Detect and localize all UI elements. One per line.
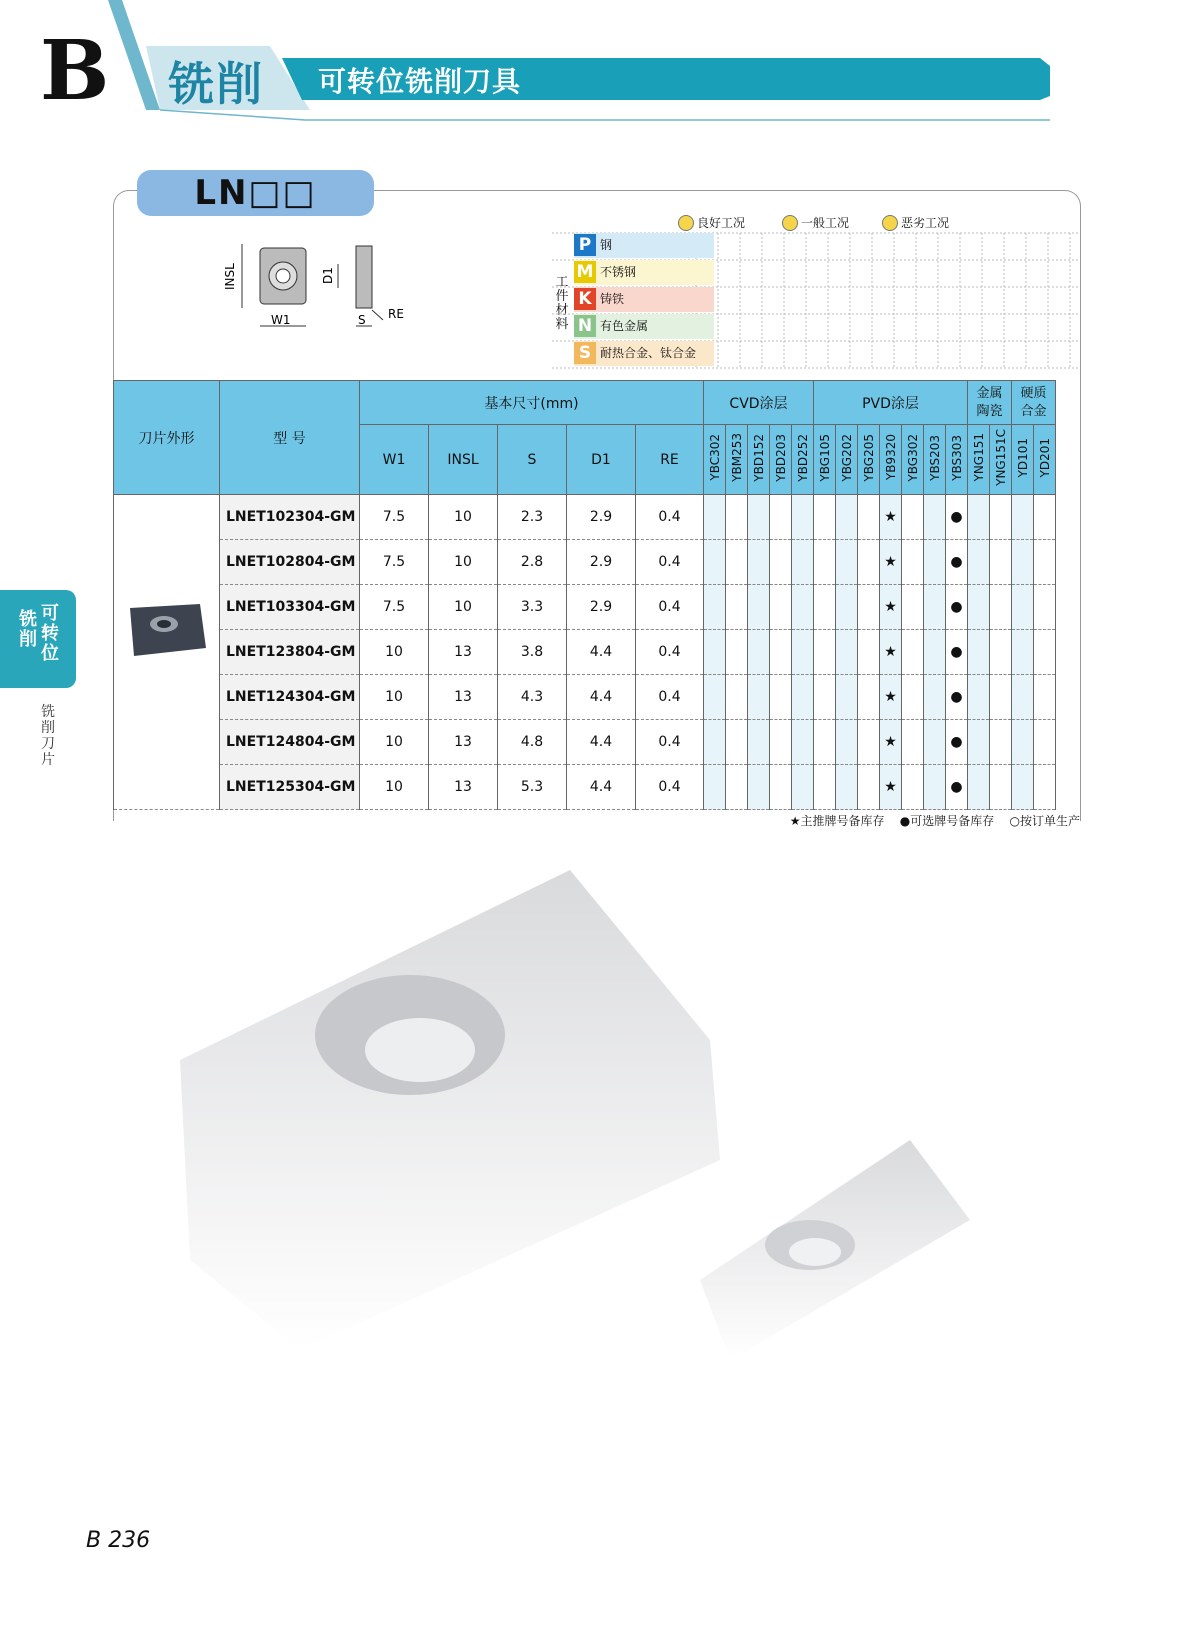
- header-grade: [1012, 425, 1034, 495]
- dim-cell-w1: 10: [360, 765, 429, 810]
- grade-label: YBG202: [839, 433, 854, 482]
- header-model: 型 号: [220, 381, 360, 495]
- grade-cell: [968, 495, 990, 540]
- grade-cell: [858, 765, 880, 810]
- header-grade: [792, 425, 814, 495]
- legend-general-label: 一般工况: [801, 216, 850, 230]
- grade-cell: [814, 585, 836, 630]
- grade-star-cell: ★: [880, 585, 902, 630]
- grade-star-cell: ★: [880, 675, 902, 720]
- neutral-face-icon: [782, 215, 798, 231]
- material-label: [574, 287, 714, 312]
- dim-cell-s: 4.8: [498, 720, 567, 765]
- dim-cell-w1: 7.5: [360, 540, 429, 585]
- grade-cell: [902, 720, 924, 765]
- grade-cell: [836, 585, 858, 630]
- model-cell: LNET124804-GM: [220, 720, 360, 765]
- grade-cell: [968, 765, 990, 810]
- footnote: [700, 812, 1080, 829]
- dim-cell-d1: 4.4: [567, 720, 636, 765]
- header-grade: [836, 425, 858, 495]
- grade-label: YNG151: [971, 433, 986, 482]
- dim-cell-s: 3.8: [498, 630, 567, 675]
- grade-cell: [858, 630, 880, 675]
- grade-cell: [792, 540, 814, 585]
- grade-cell: [1012, 765, 1034, 810]
- grade-cell: [902, 630, 924, 675]
- insert-photo-large: [170, 860, 1010, 1380]
- grade-cell: [814, 765, 836, 810]
- grade-cell: [748, 585, 770, 630]
- dim-cell-re: 0.4: [636, 585, 704, 630]
- header-grade: [990, 425, 1012, 495]
- grade-cell: [770, 765, 792, 810]
- grade-cell: [1012, 630, 1034, 675]
- grade-cell: [814, 495, 836, 540]
- grade-label: YBG105: [817, 433, 832, 482]
- grade-cell: [1034, 495, 1056, 540]
- dim-cell-s: 4.3: [498, 675, 567, 720]
- header-shape: 刀片外形: [114, 381, 220, 495]
- grade-label: YBG302: [905, 433, 920, 482]
- header-pvd: PVD涂层: [814, 381, 968, 425]
- dim-cell-w1: 10: [360, 720, 429, 765]
- grade-cell: [748, 630, 770, 675]
- grade-cell: [968, 720, 990, 765]
- material-letter: K: [574, 288, 596, 310]
- grade-label: YBD203: [773, 433, 788, 482]
- grade-cell: [836, 765, 858, 810]
- material-letter: M: [574, 261, 596, 283]
- grade-cell: [836, 495, 858, 540]
- grade-cell: [968, 675, 990, 720]
- header-cermet-1: 金属: [976, 385, 1003, 401]
- legend-good: [678, 214, 745, 231]
- material-label: [574, 341, 714, 366]
- grade-label: YBG205: [861, 433, 876, 482]
- grade-cell: [770, 675, 792, 720]
- grade-cell: [792, 765, 814, 810]
- table-row: [114, 585, 1056, 630]
- material-name: 钢: [600, 238, 613, 252]
- dim-cell-insl: 13: [429, 720, 498, 765]
- table-row: [114, 765, 1056, 810]
- grade-cell: [748, 540, 770, 585]
- grade-cell: [748, 720, 770, 765]
- header-grade: [814, 425, 836, 495]
- header-grade: [968, 425, 990, 495]
- grade-cell: [1012, 720, 1034, 765]
- dim-cell-insl: 13: [429, 675, 498, 720]
- grade-cell: [858, 675, 880, 720]
- model-cell: LNET125304-GM: [220, 765, 360, 810]
- grade-cell: [1034, 540, 1056, 585]
- grade-cell: [726, 585, 748, 630]
- material-letter: N: [574, 315, 596, 337]
- footnote-circle: ○按订单生产: [1009, 814, 1080, 828]
- grade-cell: [1034, 630, 1056, 675]
- dim-cell-s: 3.3: [498, 585, 567, 630]
- dim-cell-d1: 4.4: [567, 765, 636, 810]
- insert-dimension-diagram: [223, 238, 418, 348]
- grade-cell: [704, 720, 726, 765]
- dim-cell-w1: 10: [360, 630, 429, 675]
- material-name: 耐热合金、钛合金: [600, 346, 697, 360]
- grade-dot-cell: ●: [946, 585, 968, 630]
- grade-cell: [858, 585, 880, 630]
- grade-cell: [726, 540, 748, 585]
- dim-cell-s: 2.3: [498, 495, 567, 540]
- side-tab: [0, 590, 76, 688]
- side-tab-text-2: 可转位: [41, 603, 59, 664]
- material-name: 不锈钢: [600, 265, 637, 279]
- grade-label: YBS203: [927, 434, 942, 481]
- grade-cell: [726, 720, 748, 765]
- header-dim-s: S: [498, 425, 567, 495]
- series-title: LN□□: [194, 173, 317, 213]
- material-side-label: 工件材料: [555, 275, 569, 332]
- header-carbide: [1012, 381, 1056, 425]
- dim-cell-w1: 7.5: [360, 585, 429, 630]
- side-tab-text-1: 铣削: [19, 609, 37, 650]
- header-grade: [880, 425, 902, 495]
- grade-star-cell: ★: [880, 540, 902, 585]
- grade-label: YBD252: [795, 433, 810, 482]
- grade-cell: [836, 630, 858, 675]
- grade-label: YBC302: [707, 434, 722, 481]
- grade-cell: [968, 630, 990, 675]
- dim-cell-insl: 10: [429, 495, 498, 540]
- header-carbide-1: 硬质: [1020, 385, 1047, 401]
- material-label: [574, 260, 714, 285]
- legend-good-label: 良好工况: [697, 216, 746, 230]
- grade-cell: [726, 630, 748, 675]
- grade-cell: [1012, 540, 1034, 585]
- header-dim-insl: INSL: [429, 425, 498, 495]
- grade-cell: [792, 630, 814, 675]
- grade-cell: [924, 720, 946, 765]
- grade-cell: [748, 675, 770, 720]
- grade-cell: [792, 720, 814, 765]
- dim-cell-w1: 7.5: [360, 495, 429, 540]
- grade-cell: [1012, 585, 1034, 630]
- grade-cell: [814, 630, 836, 675]
- dim-cell-re: 0.4: [636, 630, 704, 675]
- material-name: 铸铁: [600, 292, 625, 306]
- grade-dot-cell: ●: [946, 675, 968, 720]
- page-number: B 236: [86, 1528, 151, 1553]
- header-grade: [946, 425, 968, 495]
- dim-cell-s: 2.8: [498, 540, 567, 585]
- grade-cell: [1012, 675, 1034, 720]
- dim-cell-s: 5.3: [498, 765, 567, 810]
- model-cell: LNET124304-GM: [220, 675, 360, 720]
- grade-cell: [748, 495, 770, 540]
- footnote-star: ★主推牌号备库存: [789, 814, 885, 828]
- grade-cell: [990, 630, 1012, 675]
- header-dim-re: RE: [636, 425, 704, 495]
- header-grade: [726, 425, 748, 495]
- legend-general: [782, 214, 849, 231]
- dim-cell-insl: 10: [429, 540, 498, 585]
- grade-cell: [748, 765, 770, 810]
- grade-star-cell: ★: [880, 495, 902, 540]
- dim-cell-re: 0.4: [636, 765, 704, 810]
- grade-label: YBS303: [949, 434, 964, 481]
- grade-cell: [792, 585, 814, 630]
- header-cermet-2: 陶瓷: [976, 403, 1003, 419]
- grade-dot-cell: ●: [946, 630, 968, 675]
- grade-cell: [770, 495, 792, 540]
- grade-label: YBD152: [751, 433, 766, 482]
- grade-cell: [814, 675, 836, 720]
- grade-cell: [858, 540, 880, 585]
- table-row: [114, 720, 1056, 765]
- grade-cell: [968, 540, 990, 585]
- material-name: 有色金属: [600, 319, 649, 333]
- grade-cell: [924, 630, 946, 675]
- grade-cell: [902, 495, 924, 540]
- grade-cell: [1034, 585, 1056, 630]
- grade-cell: [726, 675, 748, 720]
- d1-label: D1: [321, 267, 335, 284]
- model-cell: LNET102804-GM: [220, 540, 360, 585]
- grade-cell: [704, 585, 726, 630]
- material-letter: P: [574, 234, 596, 256]
- grade-dot-cell: ●: [946, 765, 968, 810]
- legend-bad-label: 恶劣工况: [901, 216, 950, 230]
- dim-cell-insl: 13: [429, 630, 498, 675]
- grade-cell: [814, 540, 836, 585]
- grade-cell: [836, 675, 858, 720]
- grade-cell: [924, 585, 946, 630]
- grade-dot-cell: ●: [946, 540, 968, 585]
- table-row: [114, 540, 1056, 585]
- header-dim-w1: W1: [360, 425, 429, 495]
- material-label: [574, 314, 714, 339]
- model-cell: LNET102304-GM: [220, 495, 360, 540]
- s-label: S: [358, 313, 366, 327]
- grade-cell: [704, 495, 726, 540]
- re-label: RE: [388, 307, 404, 321]
- header-dims: 基本尺寸(mm): [360, 381, 704, 425]
- dim-cell-d1: 2.9: [567, 585, 636, 630]
- header-cvd: CVD涂层: [704, 381, 814, 425]
- dim-cell-d1: 4.4: [567, 675, 636, 720]
- material-label: [574, 233, 714, 258]
- product-table: [113, 380, 1056, 810]
- grade-cell: [1034, 675, 1056, 720]
- grade-dot-cell: ●: [946, 720, 968, 765]
- grade-cell: [990, 720, 1012, 765]
- grade-cell: [968, 585, 990, 630]
- header-grade: [770, 425, 792, 495]
- grade-label: YBM253: [729, 433, 744, 482]
- grade-cell: [990, 495, 1012, 540]
- grade-cell: [770, 720, 792, 765]
- grade-cell: [836, 540, 858, 585]
- grade-cell: [814, 720, 836, 765]
- w1-label: W1: [271, 313, 291, 327]
- grade-cell: [704, 765, 726, 810]
- insl-label: INSL: [223, 263, 237, 290]
- grade-star-cell: ★: [880, 720, 902, 765]
- dim-cell-d1: 2.9: [567, 495, 636, 540]
- grade-cell: [990, 765, 1012, 810]
- header-grade: [748, 425, 770, 495]
- material-matrix: [552, 233, 1080, 368]
- dim-cell-re: 0.4: [636, 540, 704, 585]
- grade-cell: [924, 765, 946, 810]
- grade-cell: [924, 540, 946, 585]
- grade-cell: [902, 765, 924, 810]
- grade-label: YD101: [1015, 437, 1030, 478]
- grade-cell: [726, 765, 748, 810]
- grade-cell: [792, 675, 814, 720]
- footnote-dot: ●可选牌号备库存: [899, 814, 995, 828]
- material-letter: S: [574, 342, 596, 364]
- header-grade: [1034, 425, 1056, 495]
- model-cell: LNET123804-GM: [220, 630, 360, 675]
- header-grade: [924, 425, 946, 495]
- dim-cell-re: 0.4: [636, 720, 704, 765]
- legend-bad: [882, 214, 949, 231]
- grade-cell: [990, 675, 1012, 720]
- dim-cell-insl: 13: [429, 765, 498, 810]
- section-subtitle: 可转位铣削刀具: [318, 65, 522, 98]
- dim-cell-d1: 4.4: [567, 630, 636, 675]
- grade-cell: [924, 495, 946, 540]
- grade-cell: [990, 540, 1012, 585]
- dim-cell-insl: 10: [429, 585, 498, 630]
- grade-cell: [924, 675, 946, 720]
- header-cermet: [968, 381, 1012, 425]
- grade-cell: [704, 540, 726, 585]
- grade-cell: [704, 675, 726, 720]
- grade-cell: [902, 675, 924, 720]
- grade-cell: [1012, 495, 1034, 540]
- smile-face-icon: [678, 215, 694, 231]
- dim-cell-w1: 10: [360, 675, 429, 720]
- dim-cell-re: 0.4: [636, 675, 704, 720]
- grade-dot-cell: ●: [946, 495, 968, 540]
- grade-cell: [902, 585, 924, 630]
- grade-cell: [1034, 720, 1056, 765]
- header-dim-d1: D1: [567, 425, 636, 495]
- grade-cell: [726, 495, 748, 540]
- grade-star-cell: ★: [880, 630, 902, 675]
- grade-label: YNG151C: [993, 429, 1008, 486]
- grade-cell: [770, 540, 792, 585]
- grade-cell: [770, 585, 792, 630]
- grade-cell: [858, 495, 880, 540]
- grade-cell: [770, 630, 792, 675]
- section-title: 铣削: [168, 57, 264, 111]
- grade-cell: [858, 720, 880, 765]
- grade-star-cell: ★: [880, 765, 902, 810]
- header-grade: [902, 425, 924, 495]
- grade-cell: [1034, 765, 1056, 810]
- sad-face-icon: [882, 215, 898, 231]
- header-grade: [858, 425, 880, 495]
- section-letter: B: [40, 23, 110, 119]
- dim-cell-d1: 2.9: [567, 540, 636, 585]
- grade-cell: [902, 540, 924, 585]
- grade-cell: [836, 720, 858, 765]
- model-cell: LNET103304-GM: [220, 585, 360, 630]
- grade-cell: [704, 630, 726, 675]
- side-label: 铣削刀片: [41, 704, 55, 768]
- grade-label: YB9320: [883, 434, 898, 481]
- dim-cell-re: 0.4: [636, 495, 704, 540]
- insert-photo-small: [120, 600, 212, 662]
- table-row: [114, 495, 1056, 540]
- grade-cell: [792, 495, 814, 540]
- header-grade: [704, 425, 726, 495]
- grade-cell: [990, 585, 1012, 630]
- header-carbide-2: 合金: [1020, 403, 1047, 419]
- table-row: [114, 630, 1056, 675]
- table-row: [114, 675, 1056, 720]
- grade-label: YD201: [1037, 437, 1052, 478]
